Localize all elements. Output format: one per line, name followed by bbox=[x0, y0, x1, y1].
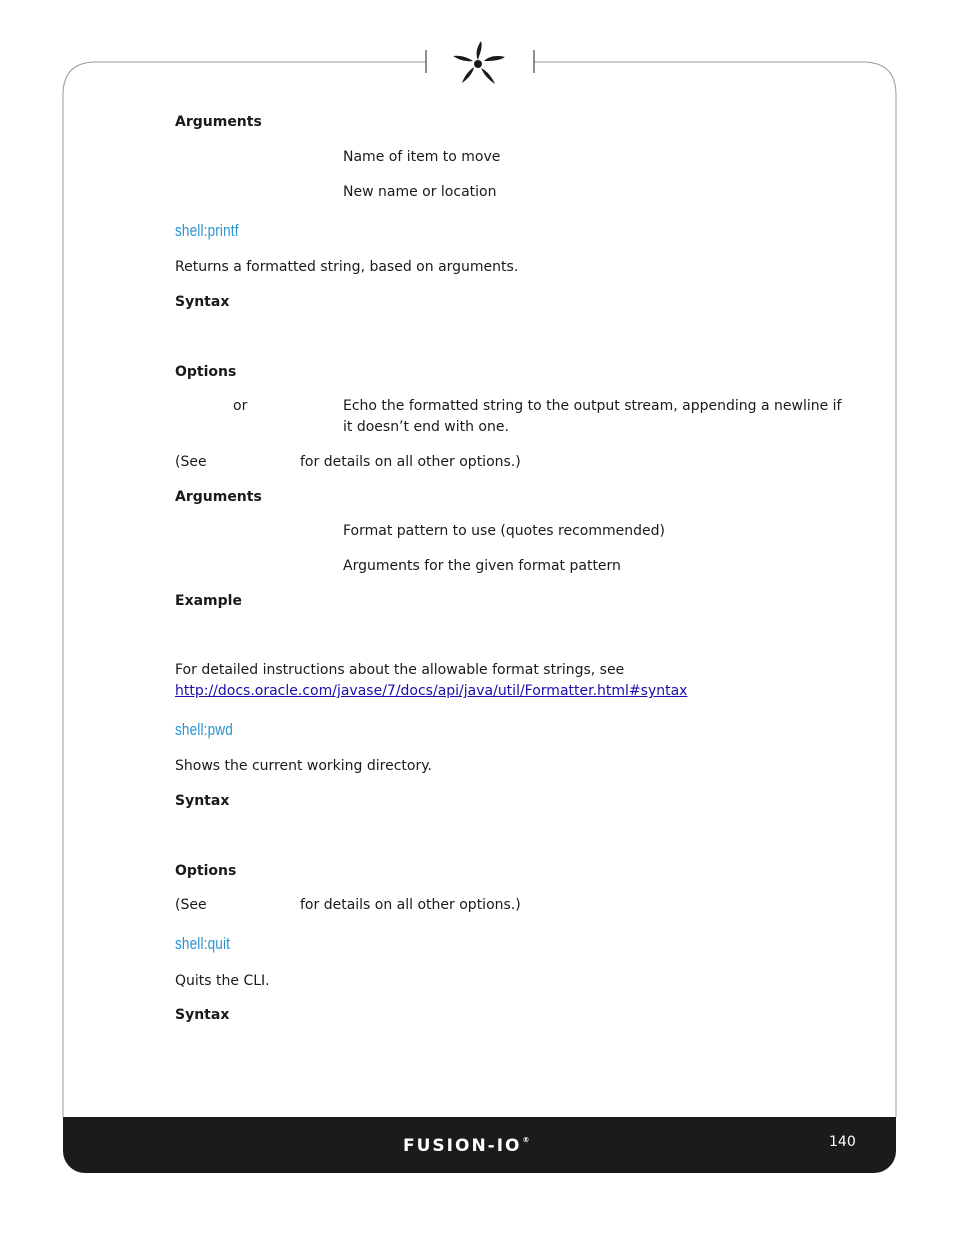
format-note: For detailed instructions about the allowable format strings, see bbox=[175, 662, 625, 678]
section-title-printf: shell:printf bbox=[175, 222, 239, 240]
options-heading: Options bbox=[175, 364, 237, 380]
arguments-heading: Arguments bbox=[175, 489, 262, 505]
argument-description: New name or location bbox=[343, 184, 497, 200]
see-prefix: (See bbox=[175, 454, 207, 470]
argument-description: Format pattern to use (quotes recommended) bbox=[343, 523, 665, 539]
section-title-quit: shell:quit bbox=[175, 935, 231, 953]
section-description: Returns a formatted string, based on arguments. bbox=[175, 259, 519, 275]
option-or-text: or bbox=[233, 398, 248, 414]
see-prefix: (See bbox=[175, 897, 207, 913]
page-number: 140 bbox=[829, 1134, 856, 1150]
fusion-io-logo bbox=[403, 1136, 530, 1156]
example-heading: Example bbox=[175, 593, 242, 609]
option-description: it doesn’t end with one. bbox=[343, 419, 509, 435]
section-title-pwd: shell:pwd bbox=[175, 721, 233, 739]
page-footer bbox=[63, 1117, 896, 1173]
see-suffix: for details on all other options.) bbox=[300, 897, 521, 913]
syntax-heading: Syntax bbox=[175, 294, 230, 310]
section-description: Shows the current working directory. bbox=[175, 758, 432, 774]
option-description: Echo the formatted string to the output stream, appending a newline if bbox=[343, 398, 842, 414]
fusion-io-star-icon bbox=[450, 37, 508, 87]
registered-mark: ® bbox=[522, 1136, 530, 1144]
options-heading: Options bbox=[175, 863, 237, 879]
argument-description: Name of item to move bbox=[343, 149, 501, 165]
formatter-docs-link[interactable]: http://docs.oracle.com/javase/7/docs/api/java/util/Formatter.html#syntax bbox=[175, 683, 688, 699]
section-description: Quits the CLI. bbox=[175, 973, 270, 989]
syntax-heading: Syntax bbox=[175, 793, 230, 809]
see-suffix: for details on all other options.) bbox=[300, 454, 521, 470]
arguments-heading: Arguments bbox=[175, 114, 262, 130]
brand-name: FUSION-IO bbox=[403, 1136, 522, 1156]
argument-description: Arguments for the given format pattern bbox=[343, 558, 621, 574]
syntax-heading: Syntax bbox=[175, 1007, 230, 1023]
